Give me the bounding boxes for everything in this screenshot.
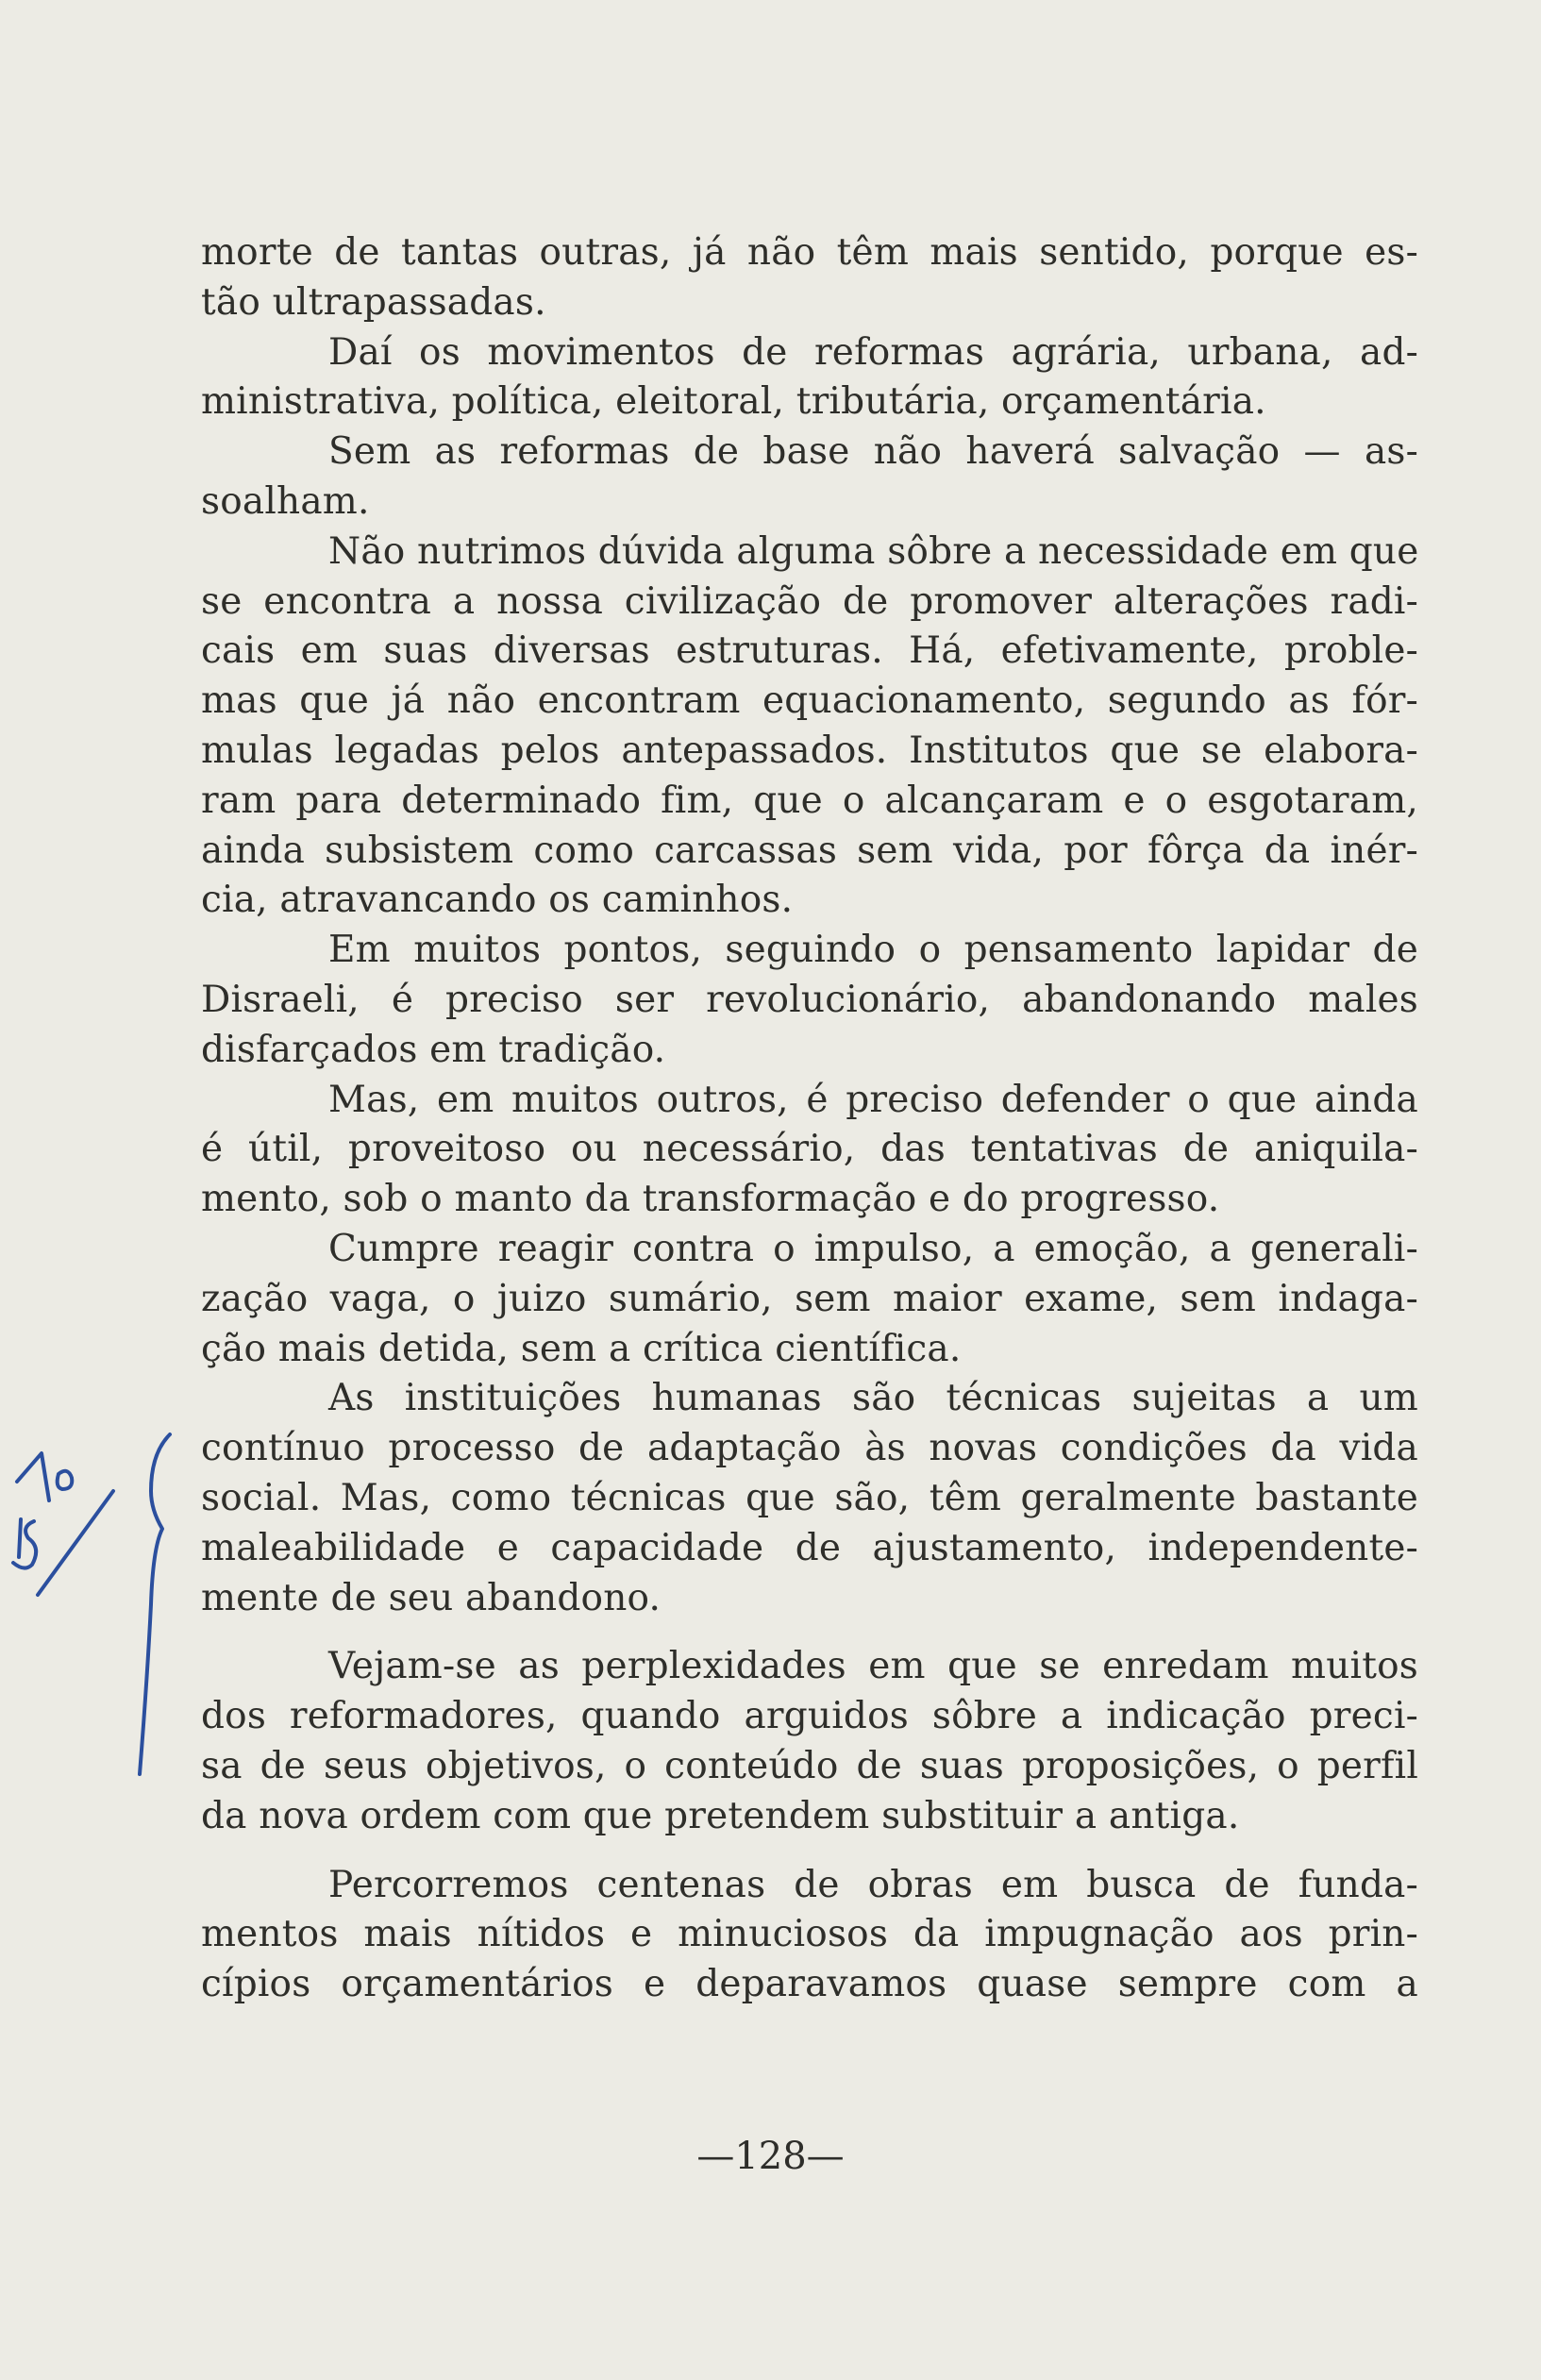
- text-line: Percorremos centenas de obras em busca de funda-: [328, 1863, 1418, 1906]
- text-line: ainda subsistem como carcassas sem vida, por fôrça da inér-: [201, 829, 1418, 872]
- text-line: zação vaga, o juizo sumário, sem maior exame, sem indaga-: [201, 1277, 1418, 1320]
- text-line: As instituições humanas são técnicas sujeitas a um: [328, 1377, 1418, 1420]
- text-line: cia, atravancando os caminhos.: [201, 879, 794, 922]
- text-line: maleabilidade e capacidade de ajustamento, independente-: [201, 1526, 1418, 1569]
- text-line: Sem as reformas de base não haverá salvação — as-: [328, 430, 1418, 474]
- text-line: ção mais detida, sem a crítica científica.: [201, 1327, 962, 1370]
- text-line: soalham.: [201, 479, 370, 523]
- text-line: ministrativa, política, eleitoral, tributária, orçamentária.: [201, 380, 1266, 424]
- text-line: mentos mais nítidos e minuciosos da impugnação aos prin-: [201, 1913, 1418, 1956]
- page-number: —128—: [696, 2135, 845, 2178]
- text-line: Daí os movimentos de reformas agrária, urbana, ad-: [328, 330, 1418, 374]
- text-line: Vejam-se as perplexidades em que se enredam muitos: [328, 1645, 1418, 1688]
- text-line: se encontra a nossa civilização de promover alterações radi-: [201, 579, 1418, 623]
- text-line: da nova ordem com que pretendem substituir a antiga.: [201, 1794, 1240, 1837]
- body-text: [201, 228, 1418, 2010]
- text-line: mulas legadas pelos antepassados. Institutos que se elabora-: [201, 729, 1418, 772]
- text-line: dos reformadores, quando arguidos sôbre a indicação preci-: [201, 1695, 1418, 1738]
- text-line: mento, sob o manto da transformação e do progresso.: [201, 1178, 1220, 1221]
- text-line: Disraeli, é preciso ser revolucionário, abandonando males: [201, 978, 1418, 1021]
- text-line: tão ultrapassadas.: [201, 280, 546, 324]
- text-line: Em muitos pontos, seguindo o pensamento lapidar de: [328, 929, 1418, 972]
- text-line: é útil, proveitoso ou necessário, das tentativas de aniquila-: [201, 1128, 1418, 1171]
- text-line: mas que já não encontram equacionamento, segundo as fór-: [201, 679, 1418, 723]
- text-line: Não nutrimos dúvida alguma sôbre a necessidade em que: [328, 529, 1419, 573]
- text-line: mente de seu abandono.: [201, 1576, 662, 1619]
- text-line: morte de tantas outras, já não têm mais sentido, porque es-: [201, 231, 1418, 274]
- text-line: ram para determinado fim, que o alcançaram e o esgotaram,: [201, 779, 1418, 822]
- text-line: Cumpre reagir contra o impulso, a emoção, a generali-: [328, 1227, 1418, 1270]
- text-line: sa de seus objetivos, o conteúdo de suas proposições, o perfil: [201, 1744, 1418, 1787]
- text-line: cais em suas diversas estruturas. Há, efetivamente, proble-: [201, 629, 1418, 673]
- handwritten-margin-marks: [0, 1416, 189, 1812]
- text-line: social. Mas, como técnicas que são, têm geralmente bastante: [201, 1476, 1418, 1519]
- text-line: disfarçados em tradição.: [201, 1028, 666, 1071]
- text-line: contínuo processo de adaptação às novas condições da vida: [201, 1427, 1418, 1470]
- text-line: Mas, em muitos outros, é preciso defender o que ainda: [328, 1078, 1418, 1121]
- text-line: cípios orçamentários e deparavamos quase sempre com a: [201, 1963, 1418, 2006]
